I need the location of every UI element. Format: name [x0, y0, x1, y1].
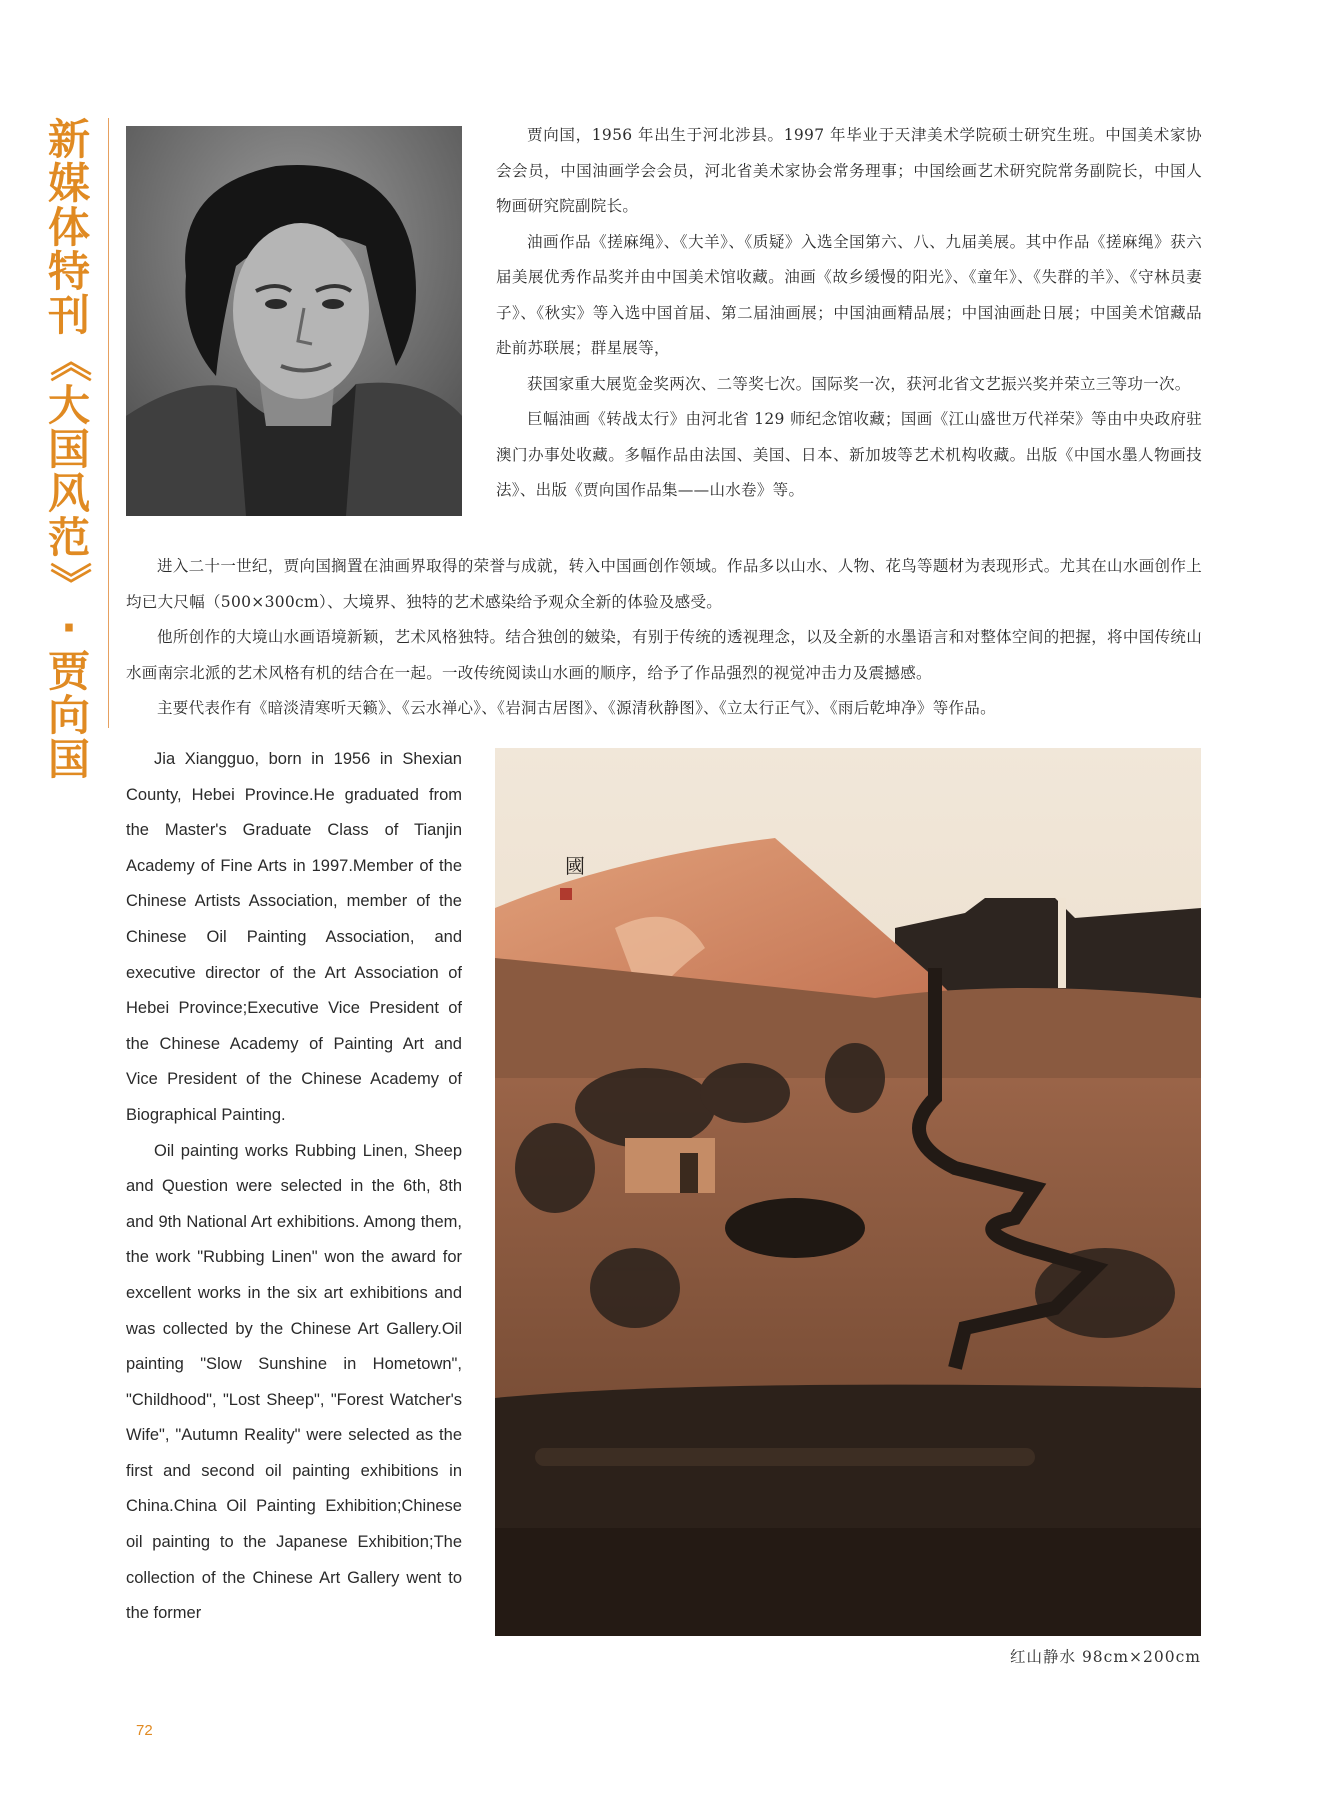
english-paragraph: Jia Xiangguo, born in 1956 in Shexian County, Hebei Province.He graduated from the Master's Graduate Class of Tianjin Academy of Fine Arts in 1997.Member of the Chinese Artists Association, member of the Chinese Oil Painting Association, and executive director of the Art Association of Hebei Province;Executive Vice President of the Chinese Academy of Painting Art and Vice President of the Chinese Academy of Biographical Painting.: [126, 750, 462, 1124]
side-title-char: 风: [47, 469, 90, 518]
chinese-body: [126, 549, 1202, 727]
side-title-char: 范: [47, 513, 90, 562]
chinese-intro: [496, 118, 1202, 509]
chinese-intro-paragraph: 油画作品《搓麻绳》、《大羊》、《质疑》入选全国第六、八、九届美展。其中作品《搓麻绳》获六届美展优秀作品奖并由中国美术馆收藏。油画《故乡缓慢的阳光》、《童年》、《失群的羊》、《守林员妻子》、《秋实》等入选中国首届、第二届油画展；中国油画精品展；中国油画赴日展；中国美术馆藏品赴前苏联展；群星展等，: [496, 232, 1202, 357]
side-title-char: 媒: [47, 159, 90, 208]
side-divider: [108, 118, 109, 728]
side-title: [44, 115, 94, 784]
english-bio: [126, 742, 462, 1632]
painting-illustration: [495, 748, 1201, 1636]
portrait-illustration: [126, 126, 462, 516]
side-title-char: 贾: [47, 647, 90, 696]
page-number: 72: [136, 1722, 153, 1739]
side-title-char: 国: [47, 425, 90, 474]
side-title-char: 《: [45, 339, 94, 382]
side-title-char: 向: [47, 691, 90, 740]
landscape-painting: [495, 748, 1201, 1636]
svg-text:國: 國: [565, 854, 585, 878]
chinese-intro-paragraph: 贾向国，1956 年出生于河北涉县。1997 年毕业于天津美术学院硕士研究生班。中国美术家协会会员，中国油画学会会员，河北省美术家协会常务理事；中国绘画艺术研究院常务副院长，中国人物画研究院副院长。: [496, 126, 1202, 215]
chinese-intro-paragraph: 巨幅油画《转战太行》由河北省 129 师纪念馆收藏；国画《江山盛世万代祥荣》等由中央政府驻澳门办事处收藏。多幅作品由法国、美国、日本、新加坡等艺术机构收藏。出版《中国水墨人物画技法》、出版《贾向国作品集——山水卷》等。: [496, 410, 1202, 499]
side-title-char: 特: [47, 247, 90, 296]
side-title-char: 国: [47, 735, 90, 784]
painting-caption: 红山静水 98cm×200cm: [1010, 1648, 1201, 1666]
side-title-char: 》: [45, 561, 94, 604]
chinese-body-paragraph: 主要代表作有《暗淡清寒听天籁》、《云水禅心》、《岩洞古居图》、《源清秋静图》、《立太行正气》、《雨后乾坤净》等作品。: [157, 699, 996, 717]
chinese-intro-paragraph: 获国家重大展览金奖两次、二等奖七次。国际奖一次，获河北省文艺振兴奖并荣立三等功一次。: [527, 374, 1191, 393]
side-title-char: 体: [47, 203, 90, 252]
chinese-body-paragraph: 进入二十一世纪，贾向国搁置在油画界取得的荣誉与成就，转入中国画创作领域。作品多以山水、人物、花鸟等题材为表现形式。尤其在山水画创作上均已大尺幅（500×300cm）、大境界、独特的艺术感染给予观众全新的体验及感受。: [126, 557, 1202, 611]
side-title-char: 刊: [47, 291, 90, 340]
chinese-body-paragraph: 他所创作的大境山水画语境新颖，艺术风格独特。结合独创的皴染，有别于传统的透视理念，以及全新的水墨语言和对整体空间的把握，将中国传统山水画南宗北派的艺术风格有机的结合在一起。一改传统阅读山水画的顺序，给予了作品强烈的视觉冲击力及震撼感。: [126, 628, 1202, 682]
side-title-char: ·: [61, 603, 77, 652]
side-title-char: 新: [47, 115, 90, 164]
portrait-photo: [126, 126, 462, 516]
side-title-char: 大: [47, 381, 90, 430]
english-paragraph: Oil painting works Rubbing Linen, Sheep and Question were selected in the 6th, 8th and 9th National Art exhibitions. Among them, the work "Rubbing Linen" won the award for excellent works in the six art exhibitions and was collected by the Chinese Art Gallery.Oil painting "Slow Sunshine in Hometown", "Childhood", "Lost Sheep", "Forest Watcher's Wife", "Autumn Reality" were selected as the first and second oil painting exhibitions in China.China Oil Painting Exhibition;Chinese oil painting to the Japanese Exhibition;The collection of the Chinese Art Gallery went to the former: [126, 1141, 462, 1623]
